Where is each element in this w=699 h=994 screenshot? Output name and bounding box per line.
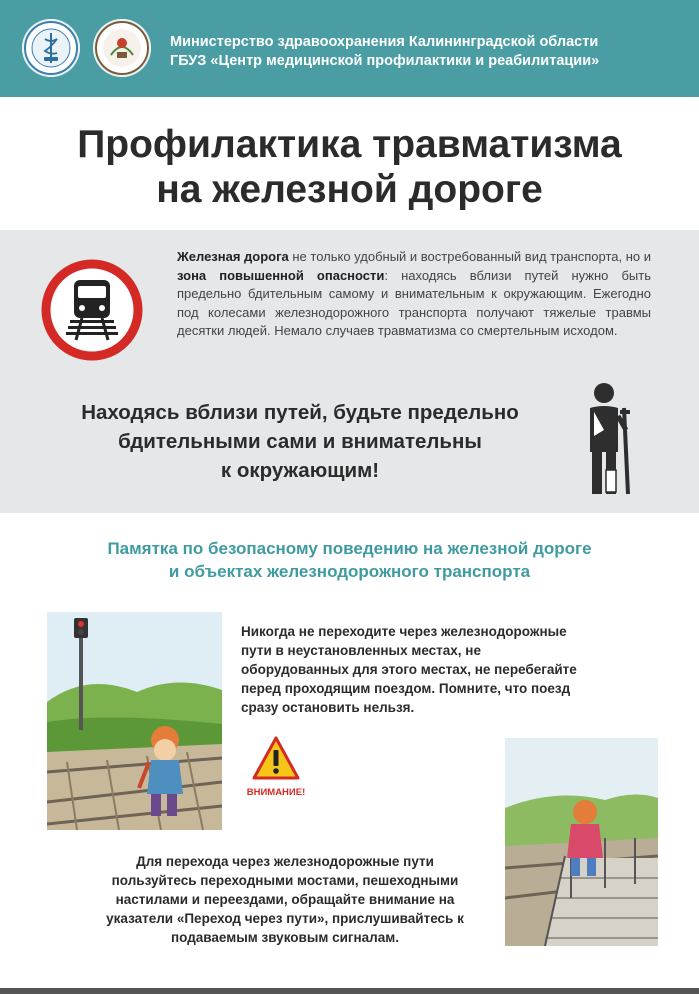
callout-line-1: Находясь вблизи путей, будьте предельно — [81, 401, 519, 424]
child-on-pedestrian-bridge-illustration — [505, 738, 658, 946]
rule1-line-3: оборудованных для этого местах, не перебегайте — [241, 662, 577, 677]
warning-sign — [240, 736, 312, 798]
warning-triangle-icon — [252, 736, 300, 780]
callout-line-3: к окружающим! — [220, 459, 380, 482]
intro-text-2: : находясь вблизи путей нужно быть предельно бдительным самому и внимательным к окружающим. Ежегодно под колесами железнодорожного транспорта получают тяжелые травмы десятки людей. Немало случаев травматизма со смертельным исходом. — [177, 267, 651, 338]
rule2-line-4: указатели «Переход через пути», прислушивайтесь к — [106, 911, 464, 926]
header-bar — [0, 0, 699, 97]
intro-bold-danger-zone: зона повышенной опасности — [177, 267, 385, 283]
rule2-line-2: пользуйтесь переходными мостами, пешеходными — [111, 873, 459, 888]
intro-paragraph — [177, 248, 651, 341]
header-text — [170, 33, 599, 71]
subtitle-line-2: и объектах железнодорожного транспорта — [168, 562, 531, 581]
intro-text-1: не только удобный и востребованный вид транспорта, но и — [288, 249, 652, 264]
rule1-line-4: перед проходящим поездом. Помните, что поезд — [241, 681, 571, 696]
ministry-emblem-icon — [22, 19, 80, 77]
rule2-line-1: Для перехода через железнодорожные пути — [136, 854, 434, 869]
rule-2-text — [70, 852, 500, 947]
no-pedestrian-train-sign-icon — [40, 258, 144, 367]
callout-line-2: бдительными сами и внимательны — [118, 430, 482, 453]
rule1-line-1: Никогда не переходите через железнодорожные — [241, 624, 567, 639]
rule1-line-5: сразу остановить нельзя. — [241, 700, 415, 715]
child-on-tracks-illustration — [47, 612, 222, 830]
rule1-line-2: пути в неустановленных местах, не — [241, 643, 481, 658]
warning-label: ВНИМАНИЕ! — [246, 787, 306, 798]
bottom-border — [0, 988, 699, 994]
rule-1-text — [241, 622, 651, 717]
rule2-line-5: подаваемым звуковым сигналам. — [171, 930, 399, 945]
injured-person-icon — [580, 382, 640, 503]
subtitle-line-1: Памятка по безопасному поведению на железной дороге — [107, 539, 592, 558]
callout-text — [30, 398, 570, 485]
title-line-2: на железной дороге — [156, 168, 543, 211]
intro-bold-railway: Железная дорога — [177, 249, 289, 264]
header-ministry: Министерство здравоохранения Калининградской области — [170, 34, 599, 50]
title-line-1: Профилактика травматизма — [77, 123, 622, 166]
page-title — [0, 122, 699, 212]
center-emblem-icon — [93, 19, 151, 77]
header-center: ГБУЗ «Центр медицинской профилактики и реабилитации» — [170, 53, 600, 69]
memo-subtitle — [0, 537, 699, 583]
rule2-line-3: настилами и переездами, обращайте внимание на — [115, 892, 455, 907]
